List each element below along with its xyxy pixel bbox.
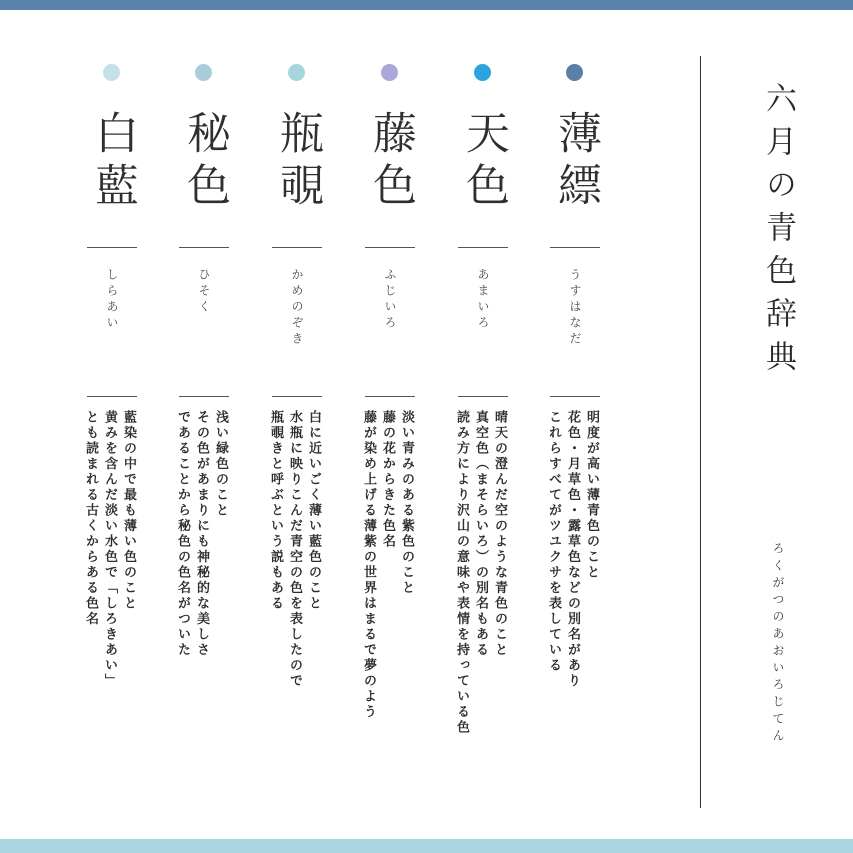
page-title-reading: ろくがつのあおいろじてん — [771, 542, 785, 746]
color-entry-usuhanada — [538, 0, 612, 853]
page-title: 六月の青色辞典 — [760, 82, 796, 383]
color-description — [266, 410, 323, 820]
description-line: 真空色（まそらいろ）の別名もある — [473, 410, 488, 658]
color-name: 藤色 — [365, 110, 416, 214]
color-reading: しらあい — [105, 268, 119, 332]
color-description — [452, 410, 509, 820]
description-line: その色があまりにも神秘的な美しさ — [194, 410, 209, 658]
description-line: 花色・月草色・露草色などの別名があり — [565, 410, 580, 689]
description-line: 藤が染め上げる薄紫の世界はまるで夢のよう — [361, 410, 376, 720]
divider-line — [272, 396, 322, 397]
divider-line — [365, 247, 415, 248]
description-line: 瓶覗きと呼ぶという説もある — [268, 410, 283, 612]
color-entry-hisoku — [167, 0, 241, 853]
color-description — [173, 410, 230, 820]
description-line: 明度が高い薄青色のこと — [584, 410, 599, 581]
description-line: 晴天の澄んだ空のような青色のこと — [492, 410, 507, 658]
color-swatch-dot — [474, 64, 491, 81]
color-entry-kamenozoki — [260, 0, 334, 853]
divider-line — [458, 247, 508, 248]
color-name: 薄縹 — [550, 110, 601, 214]
divider-line — [550, 247, 600, 248]
divider-line — [365, 396, 415, 397]
color-name: 秘色 — [179, 110, 230, 214]
color-swatch-dot — [103, 64, 120, 81]
description-line: 読み方により沢山の意味や表情を持っている色 — [454, 410, 469, 736]
color-name: 瓶覗 — [272, 110, 323, 214]
color-swatch-dot — [195, 64, 212, 81]
color-description — [544, 410, 601, 820]
divider-line — [87, 247, 137, 248]
description-line: 水瓶に映りこんだ青空の色を表したので — [287, 410, 302, 689]
color-entry-shiraai — [75, 0, 149, 853]
color-reading: かめのぞき — [290, 268, 304, 348]
color-name: 天色 — [458, 110, 509, 214]
color-reading: ふじいろ — [383, 268, 397, 332]
divider-line — [87, 396, 137, 397]
description-line: 藤の花からきた色名 — [380, 410, 395, 550]
color-swatch-dot — [566, 64, 583, 81]
color-reading: ひそく — [197, 268, 211, 316]
divider-line — [179, 247, 229, 248]
description-line: 藍染の中で最も薄い色のこと — [121, 410, 136, 612]
color-swatch-dot — [288, 64, 305, 81]
description-line: 浅い緑色のこと — [213, 410, 228, 519]
color-name: 白藍 — [87, 110, 138, 214]
color-entry-fujiiro — [353, 0, 427, 853]
description-line: 黄みを含んだ淡い水色で「しろきあい」 — [102, 410, 117, 689]
divider-line — [272, 247, 322, 248]
color-description — [81, 410, 138, 820]
description-line: であることから秘色の色名がついた — [175, 410, 190, 658]
title-divider-line — [700, 56, 701, 808]
description-line: とも読まれる古くからある色名 — [83, 410, 98, 627]
color-description — [359, 410, 416, 820]
color-entry-amairo — [446, 0, 520, 853]
bottom-accent-bar — [0, 839, 853, 853]
description-line: 白に近いごく薄い藍色のこと — [306, 410, 321, 612]
divider-line — [179, 396, 229, 397]
divider-line — [550, 396, 600, 397]
color-reading: あまいろ — [476, 268, 490, 332]
color-swatch-dot — [381, 64, 398, 81]
divider-line — [458, 396, 508, 397]
color-reading: うすはなだ — [568, 268, 582, 348]
description-line: これらすべてがツユクサを表している — [546, 410, 561, 674]
description-line: 淡い青みのある紫色のこと — [399, 410, 414, 596]
